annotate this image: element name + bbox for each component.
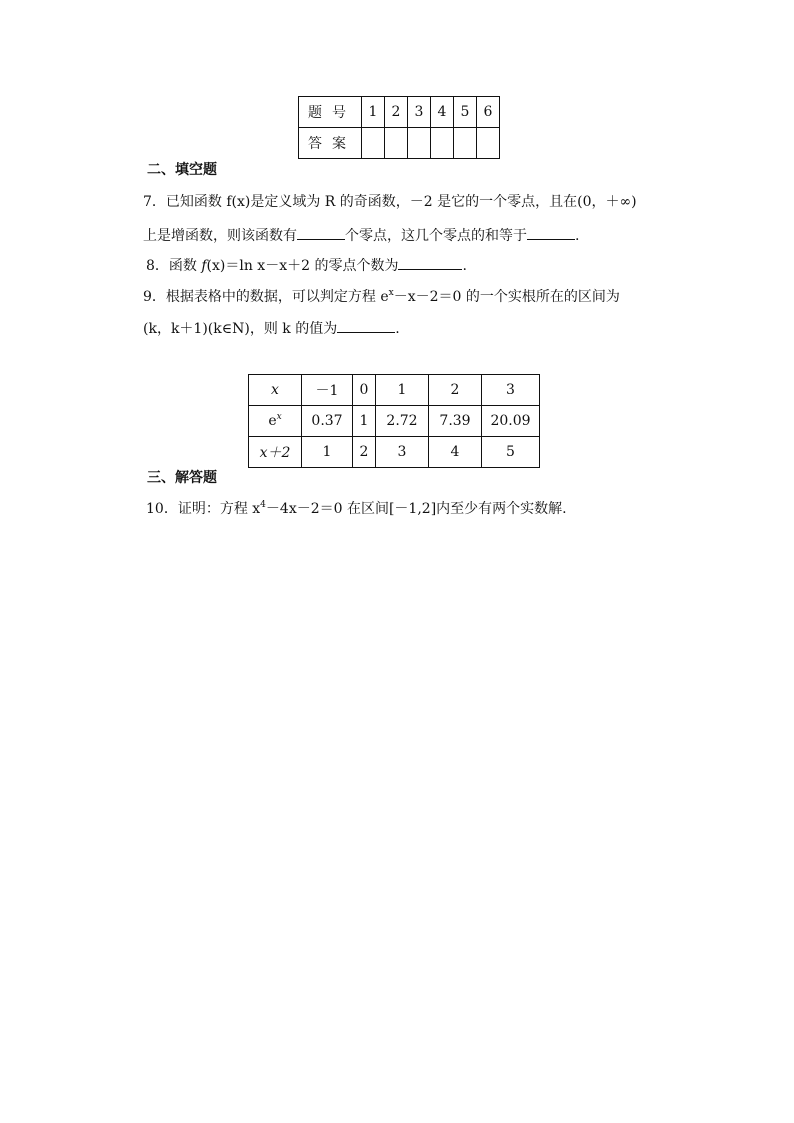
value-table-row-ex <box>249 406 540 437</box>
question-number-cell: 3 <box>408 97 431 128</box>
question-9-exponent: x <box>388 288 394 298</box>
answer-label: 答案 <box>299 128 362 159</box>
question-7-line-2 <box>143 225 579 246</box>
answer-cell[interactable] <box>431 128 454 159</box>
table-cell: －1 <box>302 375 353 406</box>
table-cell: 2 <box>429 375 482 406</box>
answer-cell[interactable] <box>408 128 431 159</box>
answer-blank[interactable] <box>527 225 575 240</box>
table-cell: 2.72 <box>376 406 429 437</box>
table-cell: 3 <box>482 375 540 406</box>
table-cell: 1 <box>376 375 429 406</box>
question-number-cell: 5 <box>454 97 477 128</box>
question-9-text-c: (k，k＋1)(k∈N)，则 k 的值为 <box>143 321 338 337</box>
answer-blank[interactable] <box>337 318 395 333</box>
question-8-expression: (x)＝ln x－x＋2 的零点个数为 <box>206 258 399 274</box>
question-8-prefix: 8．函数 <box>146 258 202 274</box>
question-9-text-a: 9．根据表格中的数据，可以判定方程 e <box>143 289 389 305</box>
question-number-cell: 2 <box>385 97 408 128</box>
table-cell: 7.39 <box>429 406 482 437</box>
question-7-line-1: 7．已知函数 f(x)是定义域为 R 的奇函数，－2 是它的一个零点，且在(0，＋∞) <box>143 194 637 210</box>
table-cell: 20.09 <box>482 406 540 437</box>
question-number-cell: 6 <box>477 97 500 128</box>
question-10 <box>146 499 567 519</box>
row-header-cell <box>249 375 302 406</box>
value-table-row-x-plus-2 <box>249 437 540 468</box>
cell-text: x <box>271 382 279 398</box>
question-number-cell: 1 <box>362 97 385 128</box>
table-cell: 3 <box>376 437 429 468</box>
table-cell: 0 <box>353 375 376 406</box>
question-8 <box>146 255 467 276</box>
section-heading-answer: 三、解答题 <box>147 470 217 486</box>
question-10-rest: －4x－2＝0 在区间[－1,2]内至少有两个实数解. <box>265 501 567 517</box>
answer-cell[interactable] <box>454 128 477 159</box>
answer-cell[interactable] <box>385 128 408 159</box>
section-heading-fill-in: 二、填空题 <box>147 162 217 178</box>
answer-blank[interactable] <box>297 225 345 240</box>
answer-table-answer-row <box>299 128 500 159</box>
question-number-label: 题号 <box>299 97 362 128</box>
question-7-text-b: 个零点，这几个零点的和等于 <box>345 228 527 244</box>
question-8-end: . <box>462 258 467 274</box>
answer-table-number-row <box>299 97 500 128</box>
table-cell: 2 <box>353 437 376 468</box>
answer-table <box>298 96 500 159</box>
question-9-end: . <box>395 321 400 337</box>
question-9-line-2 <box>143 318 400 339</box>
question-9-text-b: －x－2＝0 的一个实根所在的区间为 <box>393 289 620 305</box>
answer-cell[interactable] <box>362 128 385 159</box>
row-header-cell <box>249 437 302 468</box>
question-9-line-1 <box>143 287 620 307</box>
question-10-prefix: 10．证明：方程 x <box>146 501 261 517</box>
row-header-cell: $e^x$ <box>249 406 302 437</box>
value-table-row-x <box>249 375 540 406</box>
answer-blank[interactable] <box>398 255 462 270</box>
question-7-text-c: . <box>575 228 580 244</box>
answer-cell[interactable] <box>477 128 500 159</box>
table-cell: 1 <box>353 406 376 437</box>
table-cell: 0.37 <box>302 406 353 437</box>
table-cell: 5 <box>482 437 540 468</box>
table-cell: 4 <box>429 437 482 468</box>
value-table <box>248 374 540 468</box>
cell-text: x＋2 <box>259 445 291 461</box>
question-number-cell: 4 <box>431 97 454 128</box>
table-cell: 1 <box>302 437 353 468</box>
question-10-exponent: 4 <box>260 500 266 510</box>
question-7-text-a: 上是增函数，则该函数有 <box>143 228 297 244</box>
question-8-function-name: f <box>201 258 207 274</box>
